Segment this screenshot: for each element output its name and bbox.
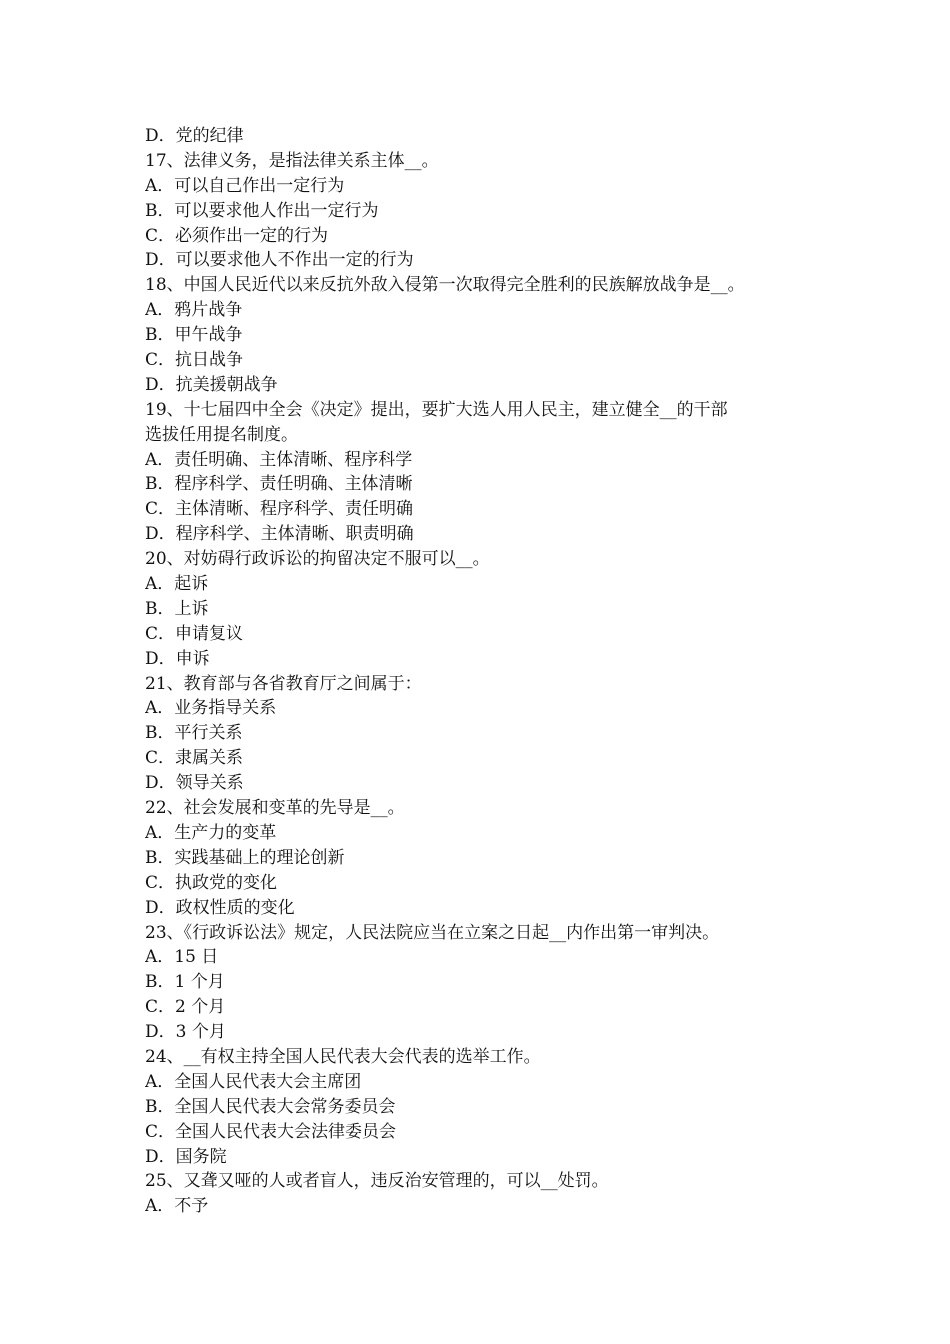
option-line: C．2 个月 <box>145 997 226 1018</box>
question-21: 21、教育部与各省教育厅之间属于： <box>145 673 422 694</box>
option-line: B．1 个月 <box>145 972 225 993</box>
option-line: D．可以要求他人不作出一定的行为 <box>145 250 414 271</box>
option-line: D．政权性质的变化 <box>145 897 295 918</box>
option-line: D．领导关系 <box>145 773 244 794</box>
option-line: A．鸦片战争 <box>145 300 243 321</box>
question-20: 20、对妨碍行政诉讼的拘留决定不服可以__。 <box>145 549 490 570</box>
option-line: D．抗美援朝战争 <box>145 374 278 395</box>
option-line: D．程序科学、主体清晰、职责明确 <box>145 524 414 545</box>
question-18: 18、中国人民近代以来反抗外敌入侵第一次取得完全胜利的民族解放战争是__。 <box>145 275 745 296</box>
text-line: D．党的纪律 <box>145 126 244 146</box>
question-22: 22、社会发展和变革的先导是__。 <box>145 798 405 819</box>
option-line: C．主体清晰、程序科学、责任明确 <box>145 499 414 520</box>
option-line: B．全国人民代表大会常务委员会 <box>145 1096 396 1117</box>
option-line: A．起诉 <box>145 574 209 595</box>
option-line: A．15 日 <box>145 947 219 968</box>
question-19: 19、十七届四中全会《决定》提出，要扩大选人用人民主，建立健全__的干部 <box>145 399 728 420</box>
option-line: C．执政党的变化 <box>145 872 278 893</box>
option-line: C．全国人民代表大会法律委员会 <box>145 1121 397 1142</box>
option-line: B．平行关系 <box>145 723 243 744</box>
option-line: C．隶属关系 <box>145 748 244 769</box>
option-line: C．必须作出一定的行为 <box>145 225 329 246</box>
option-line: B．实践基础上的理论创新 <box>145 847 345 868</box>
option-line: A．责任明确、主体清晰、程序科学 <box>145 449 413 470</box>
option-line: B．程序科学、责任明确、主体清晰 <box>145 474 413 495</box>
question-24: 24、__有权主持全国人民代表大会代表的选举工作。 <box>145 1046 541 1067</box>
option-line: D．3 个月 <box>145 1022 226 1043</box>
question-19-continuation: 选拔任用提名制度。 <box>145 424 298 445</box>
option-line: A．不予 <box>145 1196 209 1217</box>
option-line: C．抗日战争 <box>145 350 244 371</box>
option-line: D．申诉 <box>145 648 210 669</box>
document-page <box>145 124 810 1219</box>
question-23: 23、《行政诉讼法》规定，人民法院应当在立案之日起__内作出第一审判决。 <box>145 922 720 943</box>
option-line: D．国务院 <box>145 1146 227 1167</box>
question-25: 25、又聋又哑的人或者盲人，违反治安管理的，可以__处罚。 <box>145 1171 609 1192</box>
option-line: A．业务指导关系 <box>145 698 277 719</box>
option-line: A．可以自己作出一定行为 <box>145 175 345 196</box>
option-line: B．甲午战争 <box>145 325 243 346</box>
option-line: A．全国人民代表大会主席团 <box>145 1071 362 1092</box>
option-line: B．可以要求他人作出一定行为 <box>145 200 379 221</box>
option-line: C．申请复议 <box>145 623 244 644</box>
option-line: B．上诉 <box>145 598 209 619</box>
option-line: A．生产力的变革 <box>145 822 277 843</box>
question-17: 17、法律义务，是指法律关系主体__。 <box>145 150 439 171</box>
